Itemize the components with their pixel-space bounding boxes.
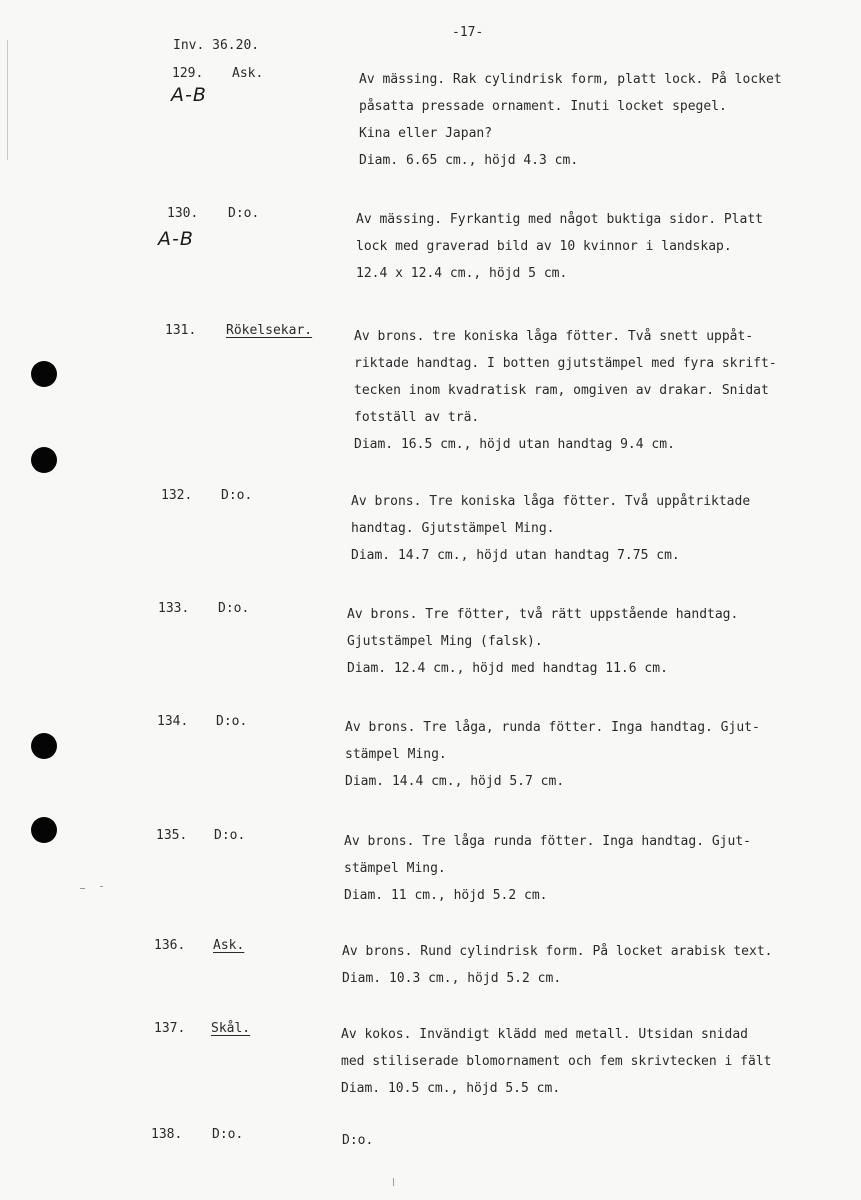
description-line: lock med graverad bild av 10 kvinnor i landskap. (356, 239, 732, 254)
description-line: Av brons. Tre låga, runda fötter. Inga handtag. Gjut- (345, 720, 760, 735)
description-line: Diam. 6.65 cm., höjd 4.3 cm. (359, 153, 579, 168)
entry-number: 136. (154, 938, 186, 953)
description-line: stämpel Ming. (344, 861, 446, 876)
description-line: Av brons. Tre låga runda fötter. Inga handtag. Gjut- (344, 834, 751, 849)
description-line: fotställ av trä. (354, 410, 480, 425)
entry-description (356, 206, 763, 287)
handwritten-mark: A-B (158, 228, 194, 250)
description-line: tecken inom kvadratisk ram, omgiven av drakar. Snidat (354, 383, 769, 398)
entry-category: D:o. (228, 206, 260, 221)
entry-number: 135. (156, 828, 188, 843)
entry-number: 130. (167, 206, 199, 221)
entry-category: D:o. (221, 488, 253, 503)
punch-hole (31, 733, 57, 759)
entry-category: D:o. (218, 601, 250, 616)
entry-number: 131. (165, 323, 197, 338)
scan-speck (393, 1178, 394, 1186)
entry-description (342, 938, 772, 992)
scan-speck (80, 888, 85, 889)
description-line: Av brons. Tre koniska låga fötter. Två uppåtriktade (351, 494, 751, 509)
description-line: Gjutstämpel Ming (falsk). (347, 634, 543, 649)
description-line: Av brons. tre koniska låga fötter. Två snett uppåt- (354, 329, 754, 344)
entry-description (342, 1127, 373, 1154)
description-line: 12.4 x 12.4 cm., höjd 5 cm. (356, 266, 568, 281)
description-line: Diam. 10.5 cm., höjd 5.5 cm. (341, 1081, 561, 1096)
description-line: Av kokos. Invändigt klädd med metall. Utsidan snidad (341, 1027, 748, 1042)
entry-description (341, 1021, 771, 1102)
description-line: Av brons. Rund cylindrisk form. På locket arabisk text. (342, 944, 773, 959)
scan-speck (100, 886, 103, 887)
entry-category: Skål. (211, 1021, 251, 1036)
entry-description (359, 66, 782, 174)
description-line: med stiliserade blomornament och fem skrivtecken i fält (341, 1054, 772, 1069)
entry-category: D:o. (214, 828, 246, 843)
entry-category: D:o. (212, 1127, 244, 1142)
description-line: Kina eller Japan? (359, 126, 493, 141)
punch-hole (31, 361, 57, 387)
description-line: Diam. 12.4 cm., höjd med handtag 11.6 cm. (347, 661, 668, 676)
description-line: Av mässing. Fyrkantig med något buktiga sidor. Platt (356, 212, 763, 227)
punch-hole (31, 817, 57, 843)
description-line: riktade handtag. I botten gjutstämpel med fyra skrift- (354, 356, 777, 371)
description-line: Av mässing. Rak cylindrisk form, platt lock. På locket (359, 72, 782, 87)
description-line: stämpel Ming. (345, 747, 447, 762)
description-line: Av brons. Tre fötter, två rätt uppstående handtag. (347, 607, 739, 622)
entry-category: Rökelsekar. (226, 323, 313, 338)
description-line: Diam. 10.3 cm., höjd 5.2 cm. (342, 971, 562, 986)
entry-number: 138. (151, 1127, 183, 1142)
punch-hole (31, 447, 57, 473)
description-line: Diam. 14.7 cm., höjd utan handtag 7.75 cm. (351, 548, 680, 563)
entry-description (347, 601, 738, 682)
entry-number: 133. (158, 601, 190, 616)
entry-number: 132. (161, 488, 193, 503)
entry-number: 134. (157, 714, 189, 729)
description-line: påsatta pressade ornament. Inuti locket spegel. (359, 99, 727, 114)
entry-category: D:o. (216, 714, 248, 729)
description-line: D:o. (342, 1133, 374, 1148)
margin-line (7, 40, 8, 160)
handwritten-mark: A-B (171, 84, 207, 106)
entry-description (354, 323, 777, 458)
inventory-header: Inv. 36.20. (173, 38, 260, 53)
description-line: handtag. Gjutstämpel Ming. (351, 521, 555, 536)
entry-category: Ask. (232, 66, 264, 81)
entry-number: 137. (154, 1021, 186, 1036)
description-line: Diam. 14.4 cm., höjd 5.7 cm. (345, 774, 565, 789)
description-line: Diam. 11 cm., höjd 5.2 cm. (344, 888, 548, 903)
entry-category: Ask. (213, 938, 245, 953)
entry-description (344, 828, 751, 909)
entry-description (345, 714, 760, 795)
description-line: Diam. 16.5 cm., höjd utan handtag 9.4 cm. (354, 437, 675, 452)
entry-number: 129. (172, 66, 204, 81)
entry-description (351, 488, 750, 569)
page-number: -17- (452, 25, 484, 40)
